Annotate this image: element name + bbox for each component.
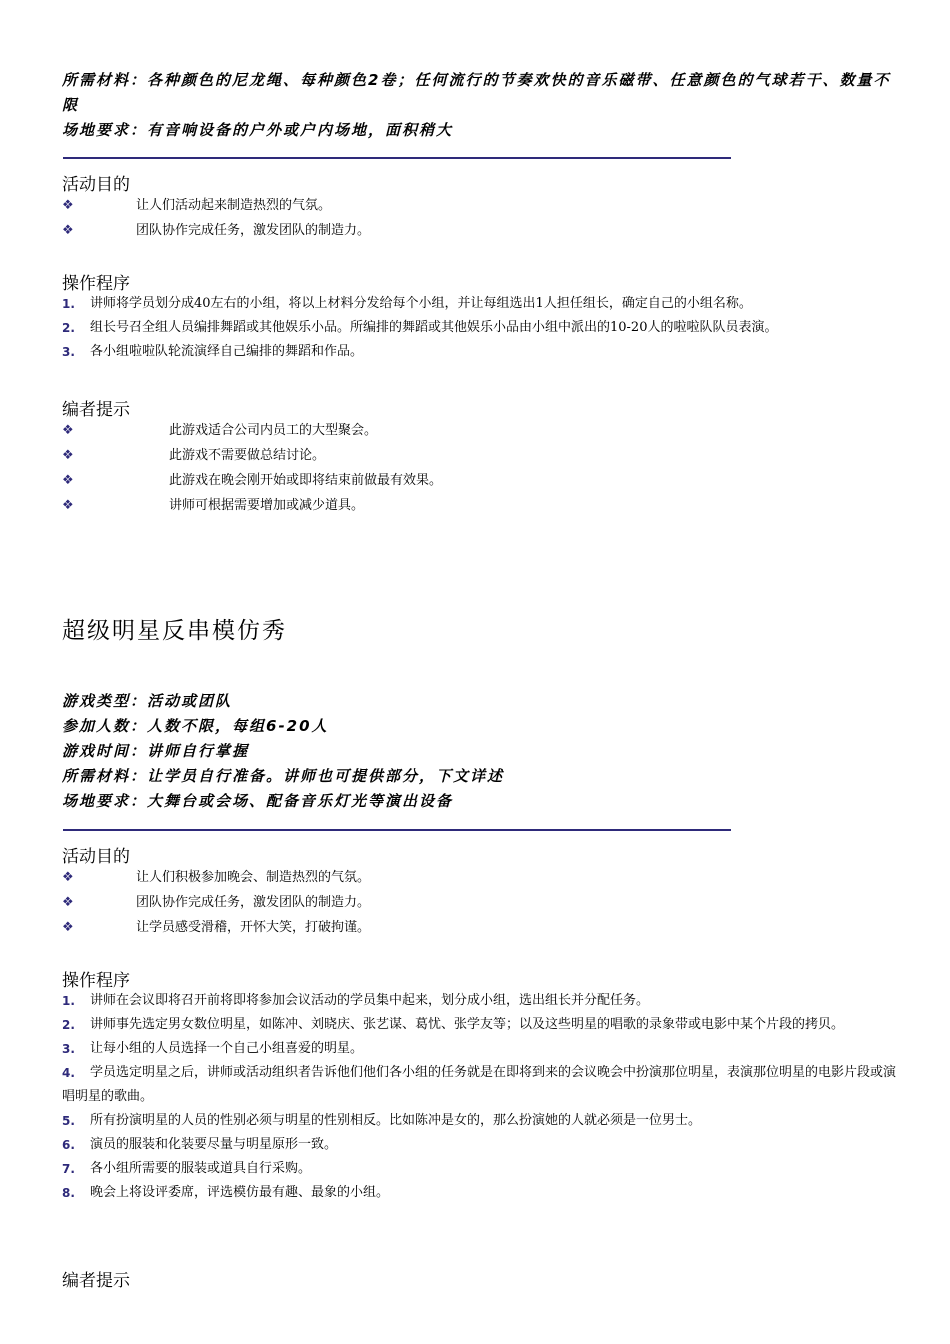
duration-line: 游戏时间：讲师自行掌握 — [62, 742, 250, 760]
venue-line: 场地要求：大舞台或会场、配备音乐灯光等演出设备 — [62, 792, 454, 810]
list-item: 6. 演员的服装和化装要尽量与明星原形一致。 — [62, 1137, 338, 1152]
diamond-bullet-icon: ❖ — [62, 423, 74, 438]
list-item: 1. 讲师在会议即将召开前将即将参加会议活动的学员集中起来，划分成小组，选出组长并分配任务。 — [62, 993, 650, 1008]
list-item: ❖ 让人们积极参加晚会、制造热烈的气氛。 — [62, 868, 897, 893]
list-item: 3. 各小组啦啦队轮流演绎自己编排的舞蹈和作品。 — [62, 344, 364, 359]
diamond-bullet-icon: ❖ — [62, 895, 74, 910]
materials-line: 所需材料：让学员自行准备。讲师也可提供部分，下文详述 — [62, 767, 505, 785]
list-item: ❖ 让学员感受滑稽，开怀大笑，打破拘谨。 — [62, 918, 897, 943]
list-item: 1. 讲师将学员划分成40左右的小组，将以上材料分发给每个小组，并让每组选出1人担任组长，确定自己的小组名称。 — [62, 296, 752, 311]
purpose-heading: 活动目的 — [62, 847, 130, 867]
list-item: ❖ 此游戏不需要做总结讨论。 — [62, 446, 897, 471]
diamond-bullet-icon: ❖ — [62, 473, 74, 488]
procedure-list — [62, 292, 897, 364]
materials-line: 所需材料：各种颜色的尼龙绳、每种颜色2卷；任何流行的节奏欢快的音乐磁带、任意颜色的气球若干、数量不限 — [62, 71, 891, 114]
diamond-bullet-icon: ❖ — [62, 498, 74, 513]
diamond-bullet-icon: ❖ — [62, 870, 74, 885]
list-item: 2. 组长号召全组人员编排舞蹈或其他娱乐小品。所编排的舞蹈或其他娱乐小品由小组中派出的10-20人的啦啦队队员表演。 — [62, 320, 778, 335]
list-item: 8. 晚会上将设评委席，评选模仿最有趣、最象的小组。 — [62, 1185, 390, 1200]
purpose-list — [62, 196, 897, 246]
list-item: 4. 学员选定明星之后，讲师或活动组织者告诉他们他们各小组的任务就是在即将到来的会议晚会中扮演那位明星，表演那位明星的电影片段或演唱明星的歌曲。 — [62, 1065, 897, 1104]
purpose-list — [62, 868, 897, 943]
list-item: ❖ 团队协作完成任务，激发团队的制造力。 — [62, 221, 897, 246]
purpose-heading: 活动目的 — [62, 175, 130, 195]
tips-heading: 编者提示 — [62, 400, 130, 420]
procedure-list — [62, 989, 897, 1205]
list-item: 5. 所有扮演明星的人员的性别必须与明星的性别相反。比如陈冲是女的，那么扮演她的人就必须是一位男士。 — [62, 1113, 702, 1128]
tips-heading: 编者提示 — [62, 1271, 130, 1291]
game-title: 超级明星反串模仿秀 — [62, 618, 287, 644]
diamond-bullet-icon: ❖ — [62, 920, 74, 935]
list-item: ❖ 讲师可根据需要增加或减少道具。 — [62, 496, 897, 521]
tips-list — [62, 421, 897, 521]
list-item: ❖ 让人们活动起来制造热烈的气氛。 — [62, 196, 897, 221]
divider-rule — [63, 829, 731, 831]
participants-line: 参加人数：人数不限，每组6-20人 — [62, 717, 329, 735]
diamond-bullet-icon: ❖ — [62, 198, 74, 213]
list-item: 7. 各小组所需要的服装或道具自行采购。 — [62, 1161, 312, 1176]
list-item: ❖ 团队协作完成任务，激发团队的制造力。 — [62, 893, 897, 918]
venue-line: 场地要求：有音响设备的户外或户内场地，面积稍大 — [62, 121, 454, 139]
list-item: 3. 让每小组的人员选择一个自己小组喜爱的明星。 — [62, 1041, 364, 1056]
game-type-line: 游戏类型：活动或团队 — [62, 692, 233, 710]
list-item: ❖ 此游戏适合公司内员工的大型聚会。 — [62, 421, 897, 446]
list-item: 2. 讲师事先选定男女数位明星，如陈冲、刘晓庆、张艺谋、葛忧、张学友等；以及这些明星的唱歌的录象带或电影中某个片段的拷贝。 — [62, 1017, 845, 1032]
procedure-heading: 操作程序 — [62, 274, 130, 294]
diamond-bullet-icon: ❖ — [62, 223, 74, 238]
divider-rule — [63, 157, 731, 159]
diamond-bullet-icon: ❖ — [62, 448, 74, 463]
procedure-heading: 操作程序 — [62, 971, 130, 991]
list-item: ❖ 此游戏在晚会刚开始或即将结束前做最有效果。 — [62, 471, 897, 496]
